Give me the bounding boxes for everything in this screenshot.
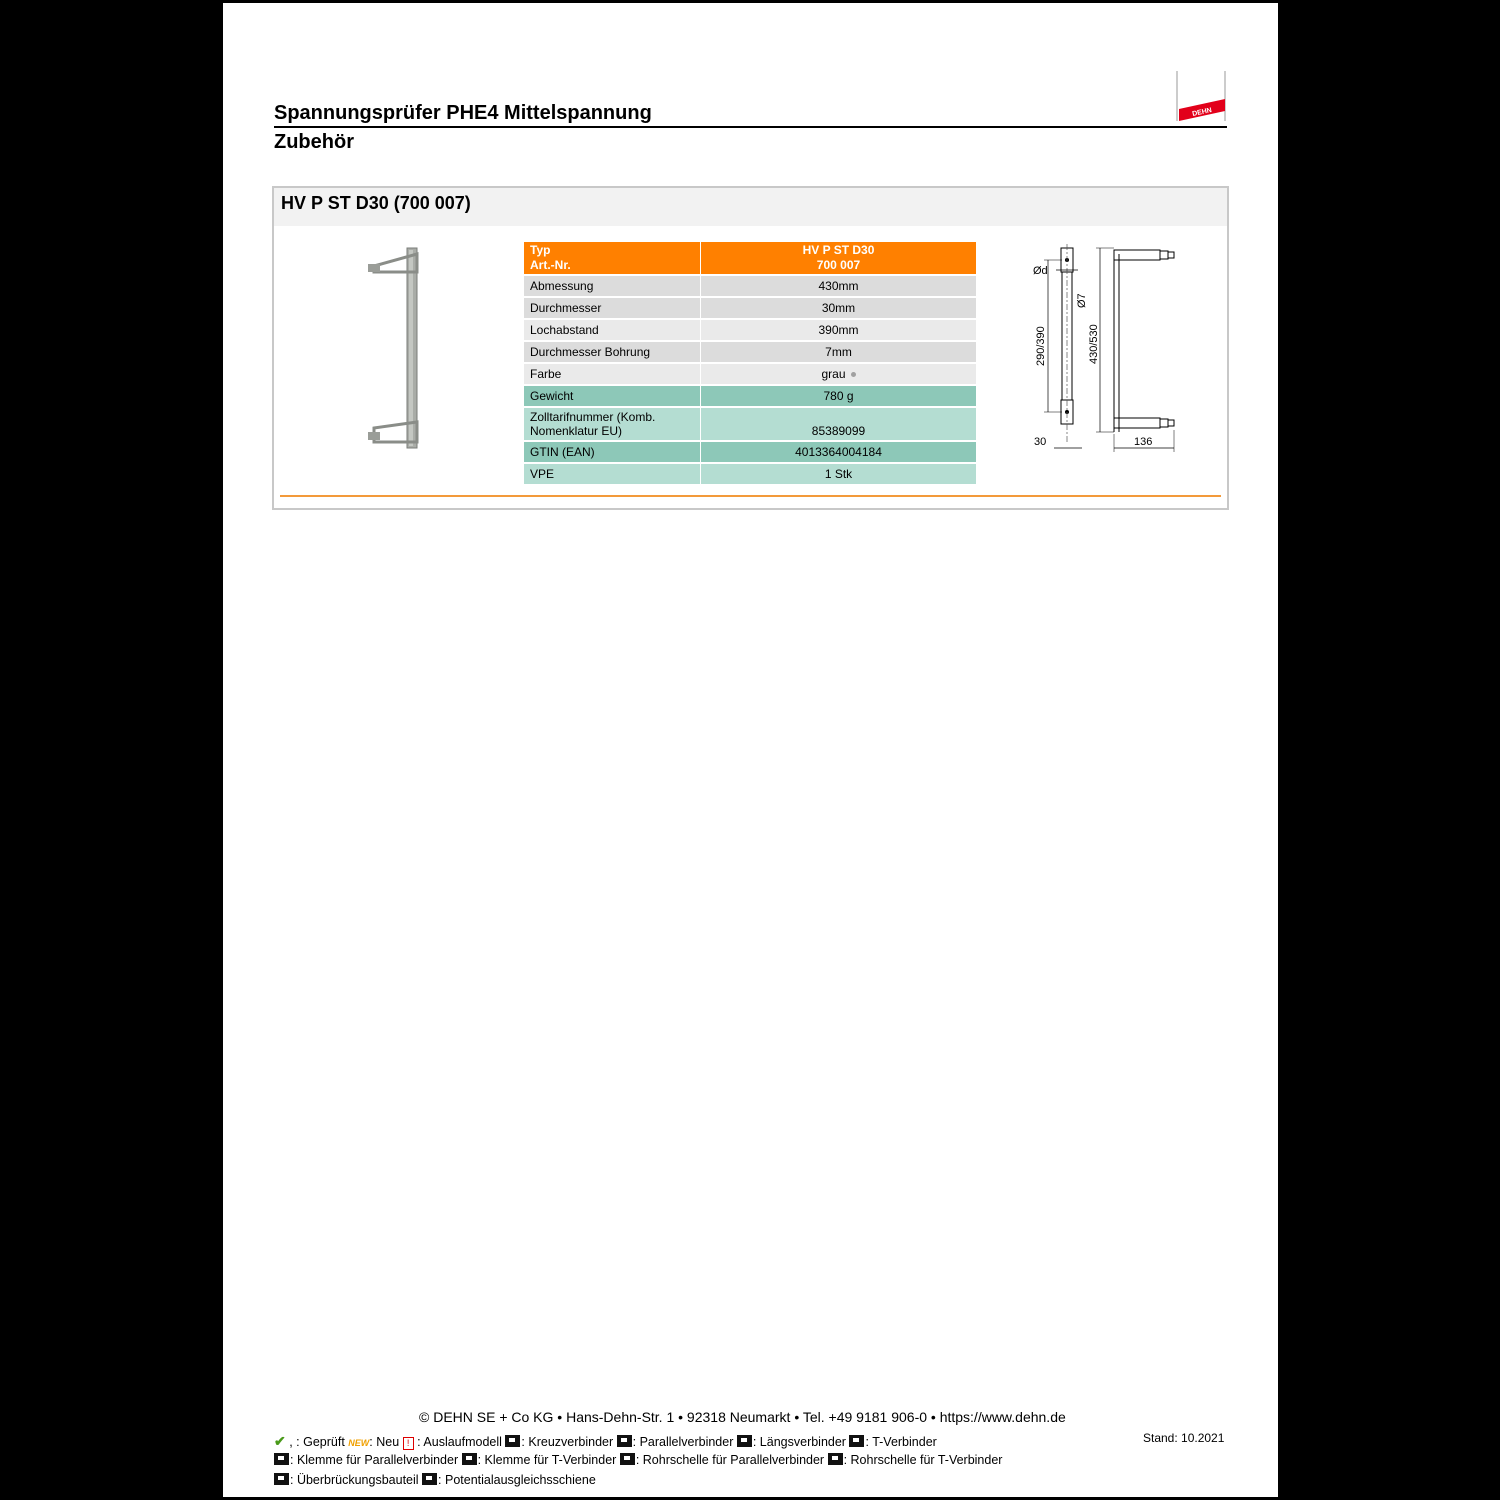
spec-label: Abmessung	[524, 275, 701, 297]
discontinued-icon: !	[403, 1437, 414, 1450]
spec-header-label: Typ Art.-Nr.	[524, 242, 701, 275]
product-heading: HV P ST D30 (700 007)	[281, 193, 471, 213]
spec-label: VPE	[524, 463, 701, 485]
spec-row	[524, 463, 976, 485]
parallel-connector-icon	[617, 1435, 632, 1447]
t-connector-icon	[849, 1435, 864, 1447]
clamp-parallel-icon	[274, 1453, 289, 1465]
page-title: Spannungsprüfer PHE4 Mittelspannung	[274, 102, 652, 124]
dim-430-530: 430/530	[1088, 324, 1100, 364]
spec-label: GTIN (EAN)	[524, 441, 701, 463]
spec-row	[524, 297, 976, 319]
clamp-t-icon	[462, 1453, 477, 1465]
equipotential-bar-icon	[422, 1473, 437, 1485]
product-panel	[272, 186, 1229, 510]
spec-row	[524, 441, 976, 463]
page-subtitle: Zubehör	[274, 131, 354, 153]
pipe-clamp-parallel-icon	[620, 1453, 635, 1465]
spec-value: 4013364004184	[701, 441, 977, 463]
spec-label: Lochabstand	[524, 319, 701, 341]
spec-value: 85389099	[701, 407, 977, 441]
spec-header-row	[524, 242, 976, 275]
spec-value: 30mm	[701, 297, 977, 319]
spec-table	[524, 242, 976, 486]
spec-row	[524, 363, 976, 385]
legend-line-1: ✔ , : Geprüft NEW: Neu ! : Auslaufmodell : Kreuzverbinder : Parallelverbinder : Längsverbinder : T-Verbinder	[274, 1433, 937, 1449]
spec-value: 1 Stk	[701, 463, 977, 485]
legend-line-3: : Überbrückungsbauteil : Potentialausgleichsschiene	[274, 1473, 596, 1487]
dim-o7: Ø7	[1076, 293, 1088, 308]
title-divider	[274, 126, 1227, 128]
spec-label: Durchmesser Bohrung	[524, 341, 701, 363]
spec-value: 7mm	[701, 341, 977, 363]
pipe-clamp-t-icon	[828, 1453, 843, 1465]
cross-connector-icon	[505, 1435, 520, 1447]
spec-value: grau	[701, 363, 977, 385]
color-swatch-icon	[851, 372, 856, 377]
spec-row	[524, 407, 976, 441]
spec-label: Farbe	[524, 363, 701, 385]
revision-date: Stand: 10.2021	[1143, 1431, 1225, 1445]
dim-od: Ød	[1033, 265, 1048, 277]
dehn-logo	[1176, 71, 1228, 123]
check-icon: ✔	[274, 1433, 286, 1449]
spec-value: 780 g	[701, 385, 977, 407]
company-address: © DEHN SE + Co KG • Hans-Dehn-Str. 1 • 92318 Neumarkt • Tel. +49 9181 906-0 • https://www.dehn.de	[419, 1409, 1066, 1425]
spec-value: 430mm	[701, 275, 977, 297]
panel-divider	[280, 495, 1221, 497]
spec-row	[524, 341, 976, 363]
spec-label: Zolltarifnummer (Komb. Nomenklatur EU)	[524, 407, 701, 441]
spec-row	[524, 319, 976, 341]
product-header	[274, 188, 1227, 226]
dim-290-390: 290/390	[1035, 326, 1047, 366]
datasheet-page	[223, 3, 1278, 1497]
spec-label: Durchmesser	[524, 297, 701, 319]
dim-136: 136	[1134, 436, 1153, 448]
spec-row	[524, 275, 976, 297]
spec-row	[524, 385, 976, 407]
longitudinal-connector-icon	[737, 1435, 752, 1447]
legend-line-2: : Klemme für Parallelverbinder : Klemme für T-Verbinder : Rohrschelle für Parallelverbinder : Rohrschelle für T-Verbinder	[274, 1453, 1002, 1467]
spec-value: 390mm	[701, 319, 977, 341]
bridging-component-icon	[274, 1473, 289, 1485]
product-photo	[364, 246, 434, 452]
new-badge-icon: NEW	[348, 1438, 370, 1448]
svg-text:DEHN: DEHN	[1191, 107, 1213, 118]
dimension-drawing	[1028, 242, 1178, 454]
dim-30: 30	[1034, 436, 1047, 448]
spec-header-value: HV P ST D30 700 007	[701, 242, 977, 275]
spec-label: Gewicht	[524, 385, 701, 407]
